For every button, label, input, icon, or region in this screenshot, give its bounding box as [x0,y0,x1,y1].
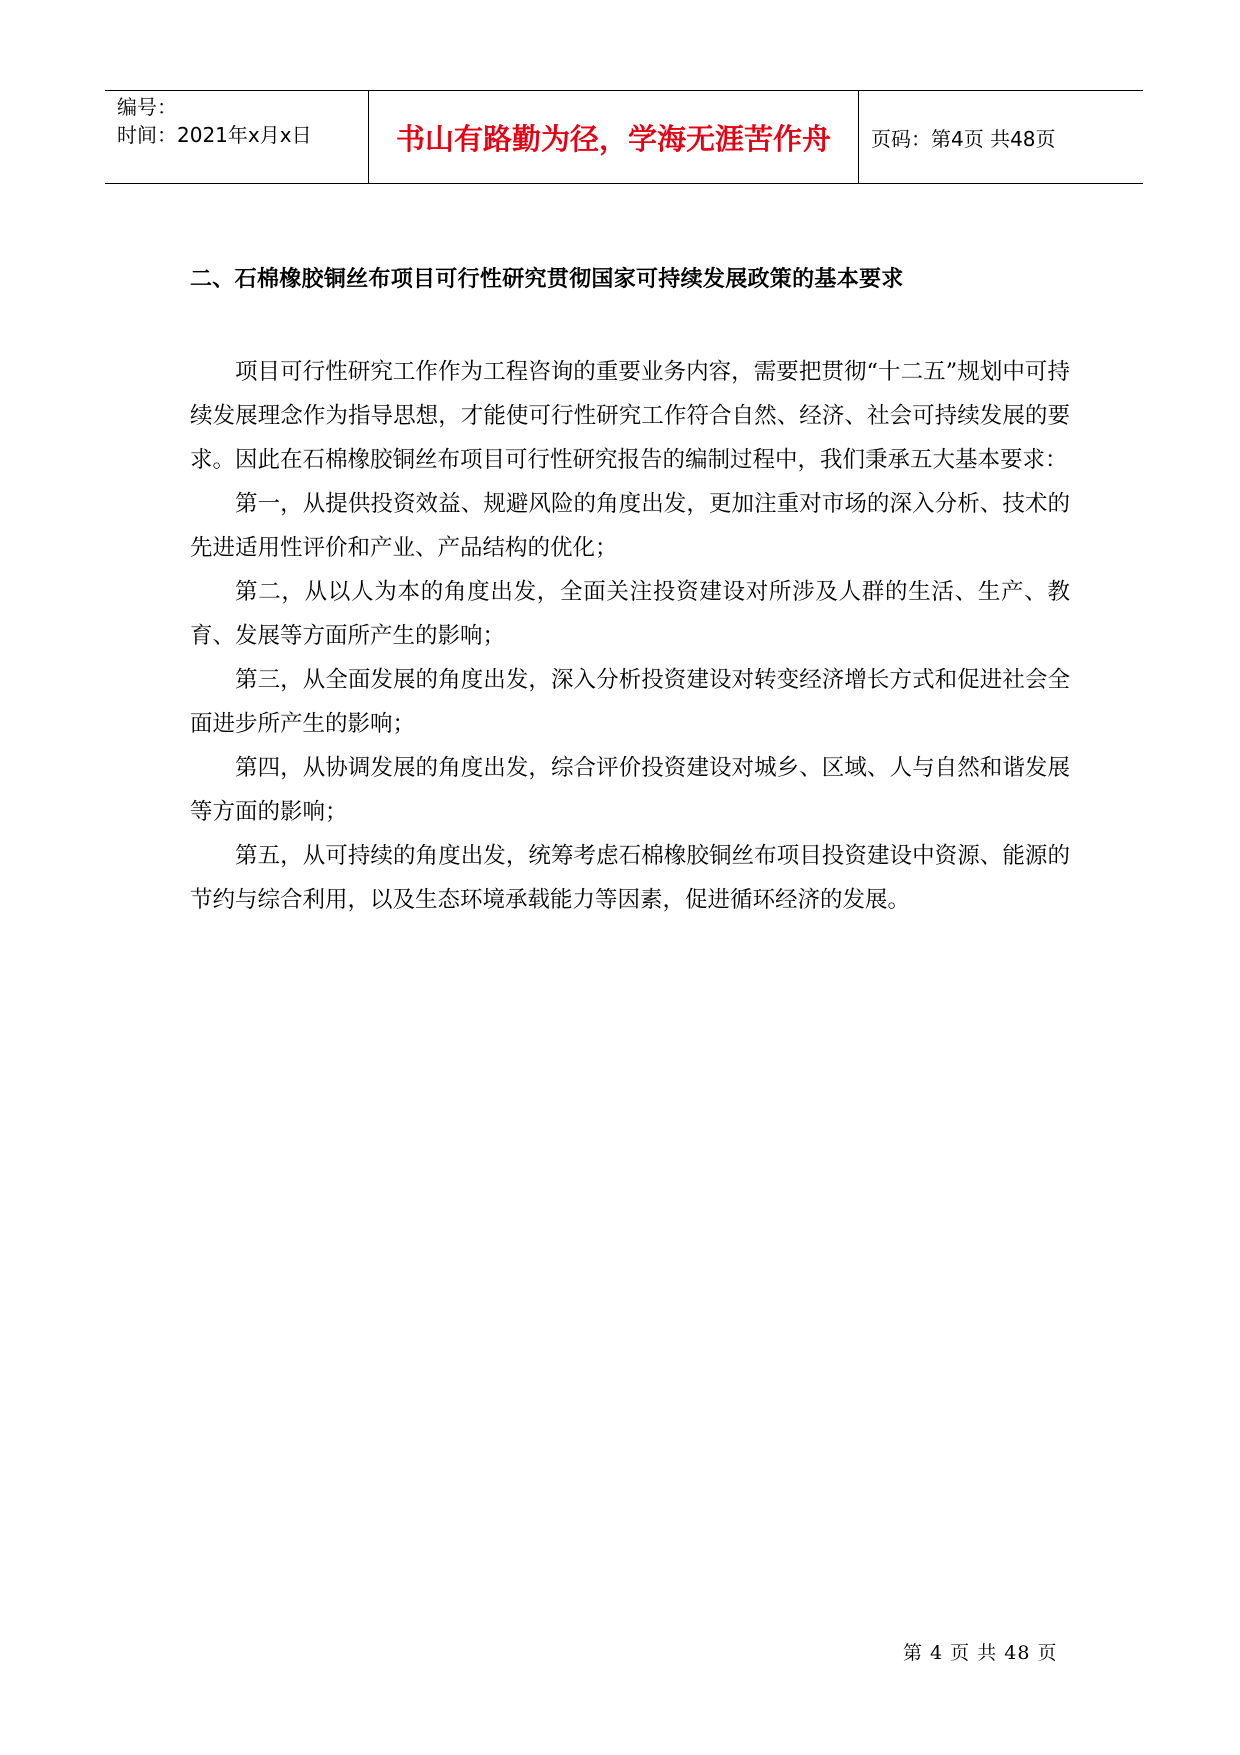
date-label: 时间：2021年x月x日 [117,123,312,147]
paragraph-intro: 项目可行性研究工作作为工程咨询的重要业务内容，需要把贯彻“十二五”规划中可持续发展理念作为指导思想，才能使可行性研究工作符合自然、经济、社会可持续发展的要求。因此在石棉橡胶铜丝布项目可行性研究报告的编制过程中，我们秉承五大基本要求： [190,359,1070,473]
header-motto: 书山有路勤为径，学海无涯苦作舟 [369,91,859,183]
header-page-info: 页码：第4页 共48页 [871,126,1056,151]
page-footer: 第 4 页 共 48 页 [903,1642,1058,1664]
paragraph-requirement-2: 第二，从以人为本的角度出发，全面关注投资建设对所涉及人群的生活、生产、教育、发展等方面所产生的影响； [190,579,1070,649]
paragraph-requirement-5: 第五，从可持续的角度出发，统筹考虑石棉橡胶铜丝布项目投资建设中资源、能源的节约与综合利用，以及生态环境承载能力等因素，促进循环经济的发展。 [190,843,1070,913]
paragraph-requirement-1: 第一，从提供投资效益、规避风险的角度出发，更加注重对市场的深入分析、技术的先进适用性评价和产业、产品结构的优化； [190,491,1070,561]
document-body [190,350,1070,922]
serial-number-label: 编号： [117,95,177,119]
paragraph-requirement-3: 第三，从全面发展的角度出发，深入分析投资建设对转变经济增长方式和促进社会全面进步所产生的影响； [190,667,1070,737]
paragraph-requirement-4: 第四，从协调发展的角度出发，综合评价投资建设对城乡、区域、人与自然和谐发展等方面的影响； [190,755,1070,825]
document-header [105,90,1143,184]
header-meta-cell [105,91,369,183]
section-title: 二、石棉橡胶铜丝布项目可行性研究贯彻国家可持续发展政策的基本要求 [190,267,904,292]
